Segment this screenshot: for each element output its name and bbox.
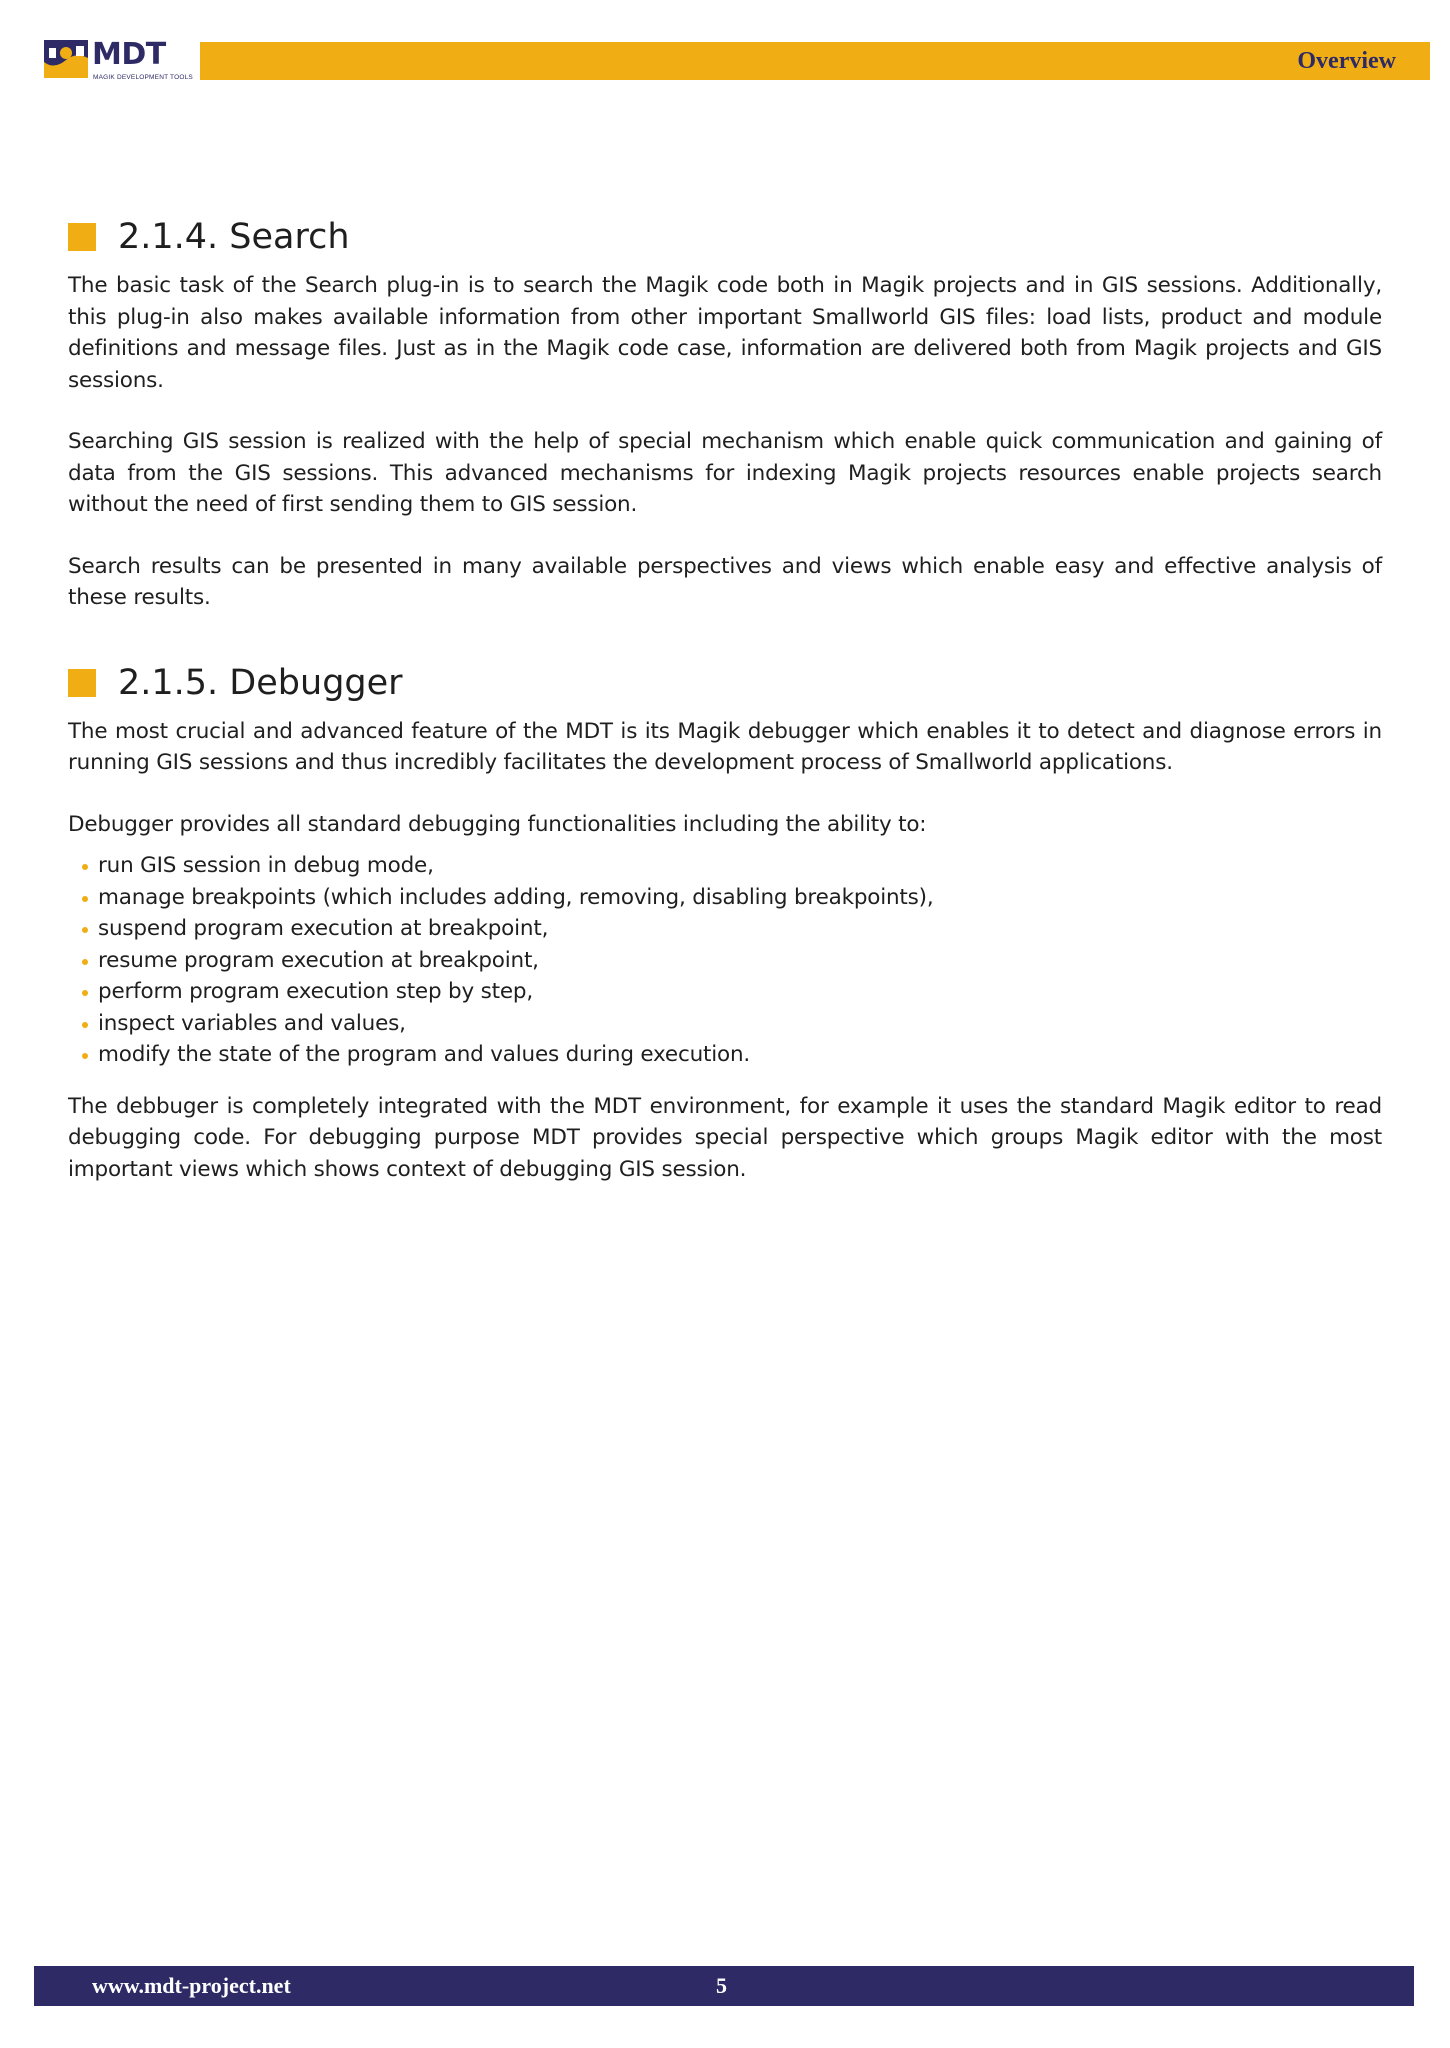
search-paragraph-2: Searching GIS session is realized with the help of special mechanism which enable quick communication and gaining of data from the GIS sessions. This advanced mechanisms for indexing Magik projects resources enable projects search without the need of first sending them to GIS session. [68, 429, 1382, 517]
search-paragraph-3: Search results can be presented in many available perspectives and views which enable easy and effective analysis of these results. [68, 553, 1382, 610]
header-section-title: Overview [1297, 48, 1396, 74]
list-item: run GIS session in debug mode, [82, 850, 1382, 882]
bullet-icon [82, 1022, 88, 1028]
list-item: perform program execution step by step, [82, 976, 1382, 1008]
search-paragraph-1: The basic task of the Search plug-in is to search the Magik code both in Magik projects and in GIS sessions. Additionally, this plug-in also makes available information from other important Smallworld GIS files: load lists, product and module definitions and message files. Just as in the Magik code case, information are delivered both from Magik projects and GIS sessions. [68, 273, 1382, 393]
bullet-icon [82, 896, 88, 902]
header-bar [200, 42, 1430, 80]
bullet-icon [82, 959, 88, 965]
section-title-debugger: 2.1.5. Debugger [118, 662, 403, 703]
list-item: suspend program execution at breakpoint, [82, 913, 1382, 945]
bullet-icon [82, 927, 88, 933]
list-item: manage breakpoints (which includes adding, removing, disabling breakpoints), [82, 882, 1382, 914]
debugger-closing-paragraph: The debbuger is completely integrated with the MDT environment, for example it uses the standard Magik editor to read debugging code. For debugging purpose MDT provides special perspective which groups Magik editor with the most important views which shows context of debugging GIS session. [68, 1093, 1382, 1182]
logo-subtitle: MAGIK DEVELOPMENT TOOLS [93, 74, 193, 81]
page-number: 5 [716, 1973, 727, 1998]
bullet-icon [82, 864, 88, 870]
section-heading-debugger [68, 658, 1382, 708]
section-square-icon [68, 669, 96, 697]
debugger-paragraph-1: The most crucial and advanced feature of the MDT is its Magik debugger which enables it to detect and diagnose errors in running GIS sessions and thus incredibly facilitates the development process of Smallworld applications. [68, 718, 1382, 775]
bullet-icon [82, 1053, 88, 1059]
list-item: inspect variables and values, [82, 1008, 1382, 1040]
section-title-search: 2.1.4. Search [118, 217, 350, 257]
debugger-feature-list [68, 850, 1382, 1071]
debugger-paragraph-2: Debugger provides all standard debugging functionalities including the ability to: [68, 811, 927, 837]
page-content [68, 212, 1382, 1185]
mdt-logo [44, 36, 192, 86]
footer-bar [34, 1966, 1414, 2006]
list-item: modify the state of the program and values during execution. [82, 1039, 1382, 1071]
section-square-icon [68, 223, 96, 251]
mdt-logo-icon [44, 40, 88, 78]
logo-text: MDT [92, 37, 166, 72]
section-heading-search [68, 212, 1382, 262]
footer-website-link[interactable]: www.mdt-project.net [92, 1973, 291, 1998]
bullet-icon [82, 990, 88, 996]
list-item: resume program execution at breakpoint, [82, 945, 1382, 977]
